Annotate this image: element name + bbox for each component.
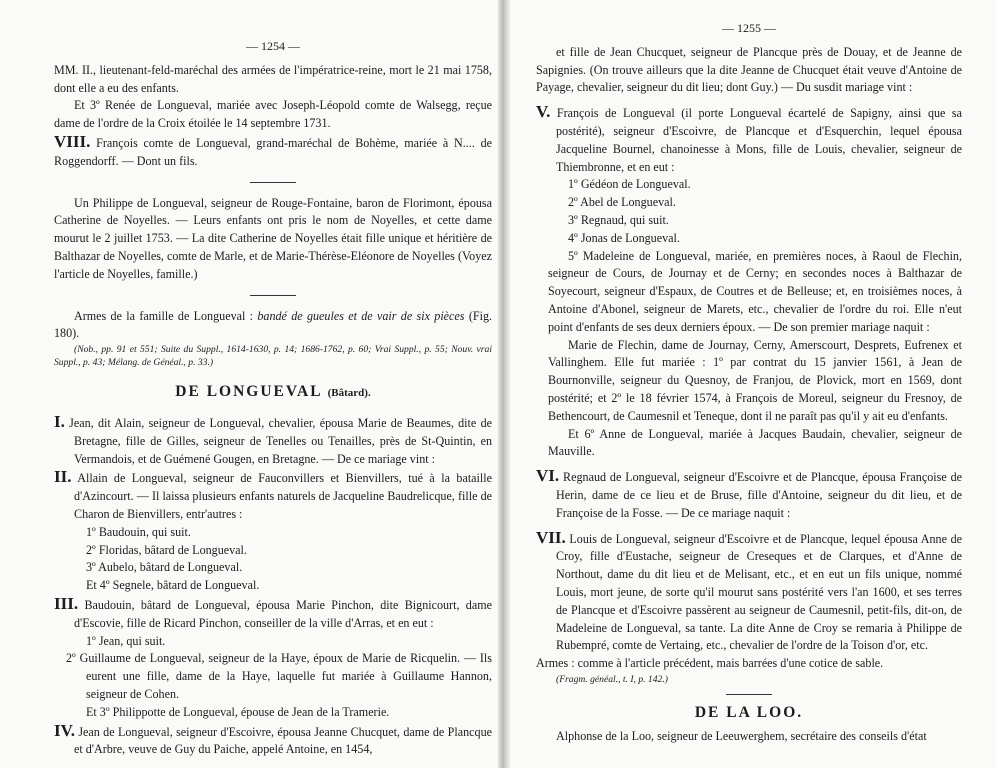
- generation-text: Jean, dit Alain, seigneur de Longueval, chevalier, épousa Marie de Beaumes, dite de Bretagne, fille de Gilles, seigneur de Tenelles ou Tenailles, près de St-Quintin, en Vermandois, et de Guémené Gougen, en Bretagne. — De ce mariage vint :: [69, 415, 492, 466]
- heading-qualifier: (Bâtard).: [327, 387, 371, 400]
- arms-blazon: bandé de gueules et de vair de six pièces: [257, 308, 465, 323]
- arms-prefix: Armes de la famille de Longueval :: [74, 308, 254, 323]
- generation-text: Regnaud de Longueval, seigneur d'Escoivre et de Plancque, épousa Françoise de Herin, dame de ce lieu et de Bruse, fille d'Antoine, seigneur du dit lieu, et de Françoise de la Fosse. — De ce mariage naquit :: [556, 470, 962, 520]
- generation-text: Baudouin, bâtard de Longueval, épousa Marie Pinchon, dite Bignicourt, dame d'Escovie, fille de Ricard Pinchon, conseiller de la ville d'Arras, et en eut :: [74, 597, 492, 630]
- roman-numeral: III.: [54, 593, 79, 613]
- intro-paragraph: MM. II., lieutenant-feld-maréchal des armées de l'impératrice-reine, mort le 21 mai 1758, dont elle a eu des enfants.: [54, 62, 492, 95]
- child-item: 3º Regnaud, qui suit.: [568, 212, 669, 227]
- generation-vi: [536, 467, 962, 522]
- next-paragraph: Alphonse de la Loo, seigneur de Leeuwerghem, secrétaire des conseils d'état: [556, 728, 927, 743]
- child-item: 2º Abel de Longueval.: [568, 195, 676, 210]
- generation-text: Allain de Longueval, seigneur de Fauconvillers et Bienvillers, tué à la bataille d'Azincourt. — Il laissa plusieurs enfants naturels de Jacqueline Baudrelicque, fille de Charon de Bienvillers, entr'autres :: [74, 471, 493, 521]
- generation-text: Louis de Longueval, seigneur d'Escoivre et de Plancque, lequel épousa Anne de Croy, fille d'Eustache, seigneur de Creseques et de Clarques, et d'Anne de Northout, dame du dit lieu et de Melisant, etc., et en eut un fils unique, nommé Louis, mort jeune, de sorte qu'il mourut sans postérité vers l'an 1600, et ses terres de Plancque et d'Escoivre passèrent au seigneur de Caumesnil, petit-fils, dit-on, de Madeleine de Longueval, sa tante. La dite Anne de Croy se remaria à Philippe de Rubempré, comte de Vertaing, etc., chevalier de l'ordre de la Toison d'or, etc.: [556, 531, 962, 653]
- generation-v: [536, 103, 962, 176]
- roman-numeral: VI.: [536, 466, 560, 486]
- intro-paragraph: Et 3º Renée de Longueval, mariée avec Joseph-Léopold comte de Walsegg, reçue dame de l'ordre de la Croix étoilée le 14 septembre 1731.: [54, 98, 492, 131]
- page-number: — 1254 —: [246, 39, 300, 53]
- generation-viii: [54, 133, 492, 171]
- child-paragraph: Marie de Flechin, dame de Journay, Cerny, Amerscourt, Desprets, Eufrenex et Vallinghem. Elle fut mariée : 1º par contrat du 15 janvier 1561, à Jean de Bournonville, seigneur du Quesnoy, de Franjou, de Plovick, mort en 1569, dont postérité; et 2º le 18 février 1574, à François de Moreul, seigneur du Fresnoy, de Bethencourt, de Caumesnil et Teneque, dont il ne paraît pas qu'il y ait eu d'enfants.: [548, 337, 962, 423]
- arms-figure: (Fig. 180).: [54, 308, 493, 341]
- child-item: 1º Jean, qui suit.: [86, 633, 166, 648]
- generation-iii: [54, 595, 492, 633]
- references: (Nob., pp. 91 et 551; Suite du Suppl., 1614-1630, p. 14; 1686-1762, p. 60; Vrai Suppl., p. 55; Nouv. vrai Suppl., p. 43; Mélang. de Généal., p. 33.): [54, 344, 492, 369]
- child-item: Et 4º Segnele, bâtard de Longueval.: [86, 578, 260, 593]
- generation-text: Jean de Longueval, seigneur d'Escoivre, épousa Jeanne Chucquet, dame de Plancque et d'Arbre, veuve de Guy du Paiche, appelé Antoine, en 1454,: [74, 724, 492, 757]
- divider: [726, 694, 772, 695]
- roman-numeral: VIII.: [54, 131, 91, 151]
- child-item: Et 3º Philippotte de Longueval, épouse de Jean de la Tramerie.: [86, 704, 390, 719]
- arms-paragraph: Armes : comme à l'article précédent, mais barrées d'une cotice de sable.: [536, 656, 884, 671]
- child-item: 3º Aubelo, bâtard de Longueval.: [86, 560, 243, 575]
- roman-numeral: I.: [54, 411, 65, 431]
- page-number: — 1255 —: [722, 21, 776, 35]
- child-item: 4º Jonas de Longueval.: [568, 230, 680, 245]
- child-item: 2º Guillaume de Longueval, seigneur de la Haye, époux de Marie de Ricquelin. — Ils eurent une fille, dame de la Haye, laquelle fut mariée à Guillaume Hannon, seigneur de Cohen.: [66, 651, 492, 701]
- section-heading: [54, 383, 492, 403]
- child-paragraph: 5º Madeleine de Longueval, mariée, en premières noces, à Raoul de Flechin, seigneur de Cours, de Journay et de Cerny; en secondes noces à Balthazar de Soyecourt, seigneur d'Espaux, de Coutres et de Belleuse; et, en troisièmes noces, à Antoine d'Abonel, seigneur de Marets, etc., chevalier de l'ordre du roi. Elle n'eut point d'enfants de ses deux derniers époux. — De son premier mariage naquit :: [548, 248, 962, 334]
- child-item: 1º Baudouin, qui suit.: [86, 524, 191, 539]
- generation-text: François comte de Longueval, grand-maréchal de Bohème, mariée à N.... de Roggendorff. — Dont un fils.: [54, 135, 492, 168]
- child-paragraph: Et 6º Anne de Longueval, mariée à Jacques Baudain, chevalier, seigneur de Mauville.: [548, 426, 962, 459]
- child-item: 1º Gédéon de Longueval.: [568, 177, 691, 192]
- divider: [250, 182, 296, 183]
- heading-title: DE LONGUEVAL: [175, 383, 322, 401]
- roman-numeral: IV.: [54, 720, 75, 740]
- generation-ii: [54, 468, 492, 523]
- references: (Fragm. généal., t. I, p. 142.): [556, 673, 668, 685]
- roman-numeral: II.: [54, 467, 72, 487]
- generation-vii: [536, 529, 962, 656]
- philippe-paragraph: Un Philippe de Longueval, seigneur de Rouge-Fontaine, baron de Florimont, épousa Catherine de Noyelles. — Leurs enfants ont pris le nom de Noyelles, et cette dame mourut le 2 juillet 1753. — La dite Catherine de Noyelles était fille unique et héritière de Balthazar de Noyelles, comte de Marle, et de Marie-Thérèse-Eléonore de Noyelles (Voyez l'article de Noyelles, famille.): [54, 195, 492, 281]
- divider: [250, 295, 296, 296]
- right-page: [508, 0, 996, 768]
- child-item: 2º Floridas, bâtard de Longueval.: [86, 542, 247, 557]
- arms-paragraph: [54, 308, 492, 344]
- roman-numeral: V.: [536, 102, 551, 122]
- section-heading: DE LA LOO.: [694, 703, 804, 721]
- generation-i: [54, 413, 492, 468]
- roman-numeral: VII.: [536, 527, 566, 547]
- generation-iv: [54, 722, 492, 760]
- generation-text: François de Longueval (il porte Longueval écartelé de Sapigny, ainsi que sa postérité), seigneur d'Escoivre, de Plancque et d'Esquerchin, lequel épousa Jacqueline Bournel, chanoinesse à Mons, fille de Louis, chevalier, seigneur de Thiembronne, et en eut :: [556, 106, 962, 174]
- continuation-paragraph: et fille de Jean Chucquet, seigneur de Plancque près de Douay, et de Jeanne de Sapignies. (On trouve ailleurs que la dite Jeanne de Chucquet était veuve d'Antoine de Payage, chevalier, seigneur du dit lieu; dont Guy.) — Du susdit mariage vint :: [536, 44, 962, 95]
